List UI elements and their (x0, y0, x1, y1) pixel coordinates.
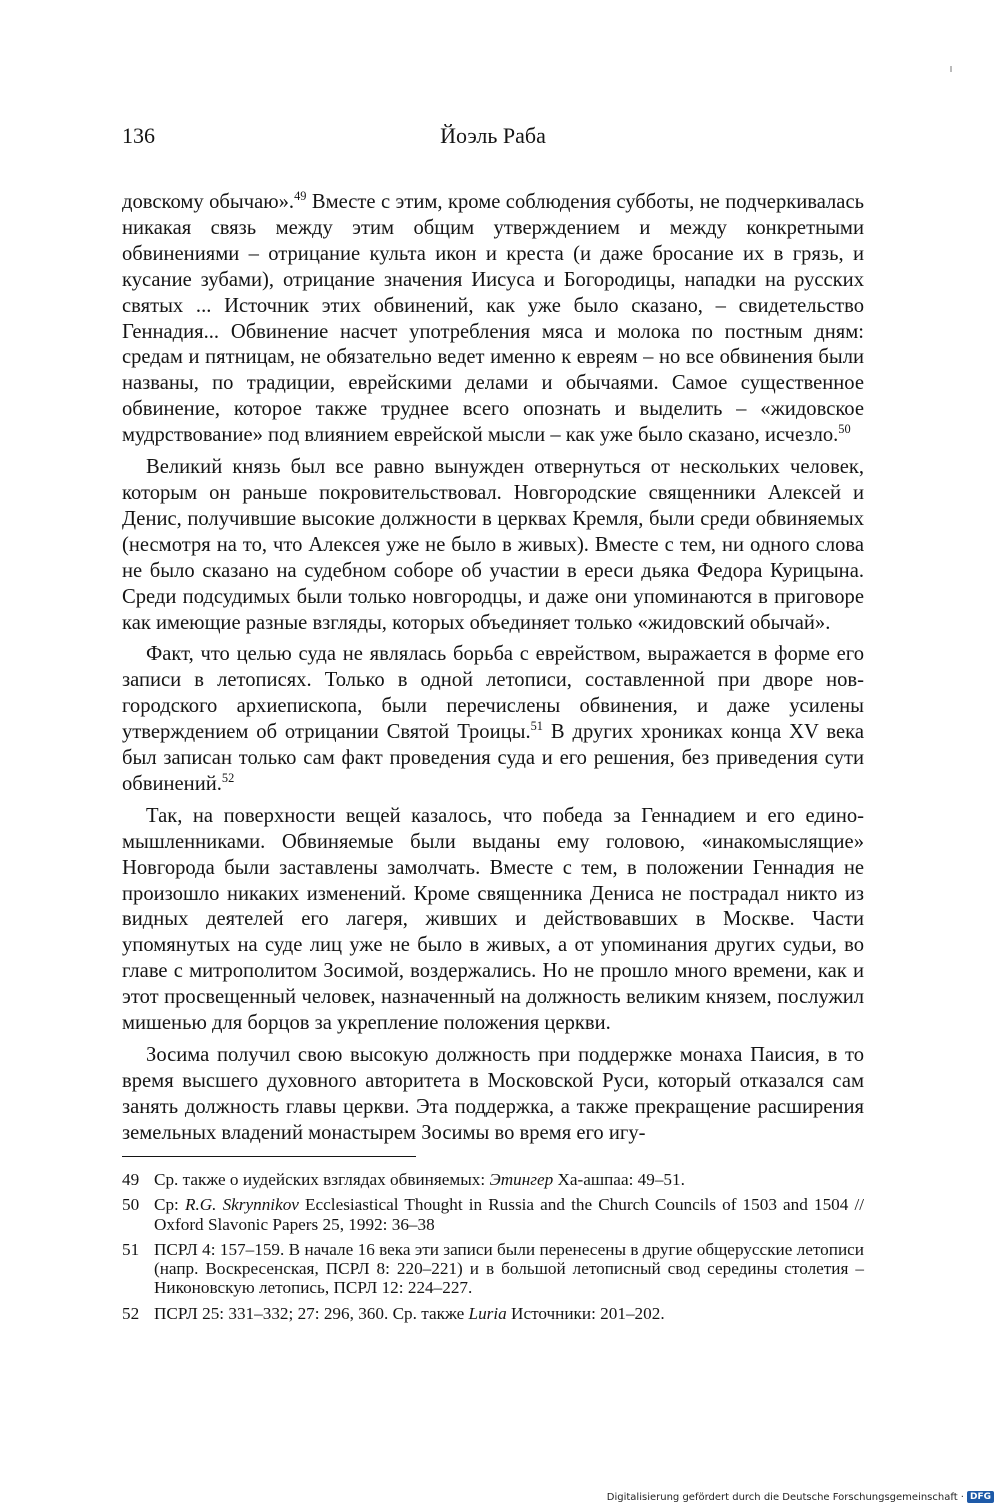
text-run: Факт, что целью суда не являлась борьба с еврейством, выражается в форме его записи в летописях. Только в одной летописи, составленной при дворе новгородского архиепископа, были перечислены обвинения, и даже усилены утверждением об отрицании Святой Троицы. (122, 643, 864, 744)
main-text (122, 190, 864, 1153)
footnote-number: 52 (122, 1303, 140, 1323)
text-run: Вместе с этим, кроме соблюдения субботы, не подчеркивалась никакая связь между этим общим утверждением и между конкретными обвинениями – отрицание культа икон и креста (и даже бросание их в грязь, и кусание зубами), отрицание значения Иисуса и Богородицы, нападки на русских святых ... Источник этих обвинений, как уже было сказано, – свидетельство Геннадия... Обвинение насчет употребления мяса и молока по постным дням: средам и пятницам, не обязательно ведет именно к евреям – но все обвинения были названы, по традиции, еврейскими делами и обычаями. Самое существенное обвинение, которое также труднее всего опознать и выделить – «жидовское мудрствование» под влиянием еврейской мысли – как уже было сказано, исчезло. (122, 191, 864, 447)
footnote (122, 1304, 864, 1323)
paragraph (122, 1043, 864, 1147)
text-run: довскому обычаю». (122, 191, 295, 213)
italic-text: R.G. Skrynnikov (184, 1195, 299, 1215)
italic-text: Luria (468, 1303, 507, 1323)
digitization-credit (607, 1491, 994, 1503)
footnote-number: 51 (122, 1239, 140, 1259)
text-run: ПСРЛ 25: 331–332; 27: 296, 360. Ср. также (154, 1303, 469, 1323)
running-title: Йоэль Раба (440, 123, 546, 148)
footnote-reference: 52 (221, 770, 235, 785)
footnote-number: 50 (122, 1195, 140, 1215)
text-run: Великий князь был все равно вынужден отвернуться от нескольких человек, которым он раньше покровительствовал. Новгородские священники Алексей и Денис, получившие высокие должности в церквах Кремля, были среди обвиняемых (несмотря на то, что Алексея уже не было в живых). Вместе с тем, ни одного слова не было сказано на судебном соборе об участии в ереси дьяка Федора Курицына. Среди подсудимых были только новгородцы, и даже они упоминаются в приговоре как имеющие разные взгляды, которых объединяет только «жидовский обычай». (122, 456, 864, 634)
text-run: ПСРЛ 4: 157–159. В начале 16 века эти записи были перенесены в другие общерусские летописи (напр. Воскресенская, ПСРЛ 8: 220–221) и в большой летописный свод середины столетия – Никоновскую летопись, ПСРЛ 12: 224–227. (154, 1239, 864, 1298)
footnote-reference: 50 (838, 422, 851, 437)
scan-speck (950, 66, 952, 72)
page-header (122, 123, 864, 155)
footnote-number: 49 (122, 1170, 140, 1189)
dfg-logo: DFG (967, 1491, 994, 1503)
footnote-separator (122, 1156, 416, 1157)
footnotes (122, 1170, 864, 1329)
text-run: В других хрониках конца XV века был записан только сам факт проведения суда и его решения, без приведения сути обвинений. (122, 721, 864, 795)
paragraph (122, 455, 864, 636)
paragraph (122, 642, 864, 797)
text-run: Источники: 201–202. (506, 1303, 665, 1323)
text-run: Ecclesiastical Thought in Russia and the Church Councils of 1503 and 1504 // Oxford Slavonic Papers 25, 1992: 36–38 (154, 1195, 865, 1234)
footnote (122, 1170, 864, 1189)
footnote-reference: 49 (294, 188, 307, 203)
text-run: Так, на поверхности вещей казалось, что победа за Геннадием и его единомышленниками. Обвиняемые были выданы ему головою, «инакомыслящие» Новгорода были заставлены замолчать. Вместе с тем, в положении Геннадия не произошло никаких изменений. Кроме священника Дениса не пострадал никто из видных деятелей его лагеря, живших и действовавших в Москве. Части упомянутых на суде лиц уже не было в живых, а от упоминания других судьи, во главе с митрополитом Зосимой, воздержались. Но не прошло много времени, как и этот просвещенный человек, назначенный на должность великим князем, послужил мишенью для борцов за укрепление положения церкви. (122, 804, 864, 1035)
text-run: Ср. также о иудейских взглядах обвиняемых: (154, 1170, 490, 1189)
credit-text: Digitalisierung gefördert durch die Deutsche Forschungsgemeinschaft · (606, 1491, 964, 1503)
footnote-reference: 51 (530, 719, 543, 734)
page-number: 136 (122, 123, 155, 148)
italic-text: Этингер (489, 1170, 554, 1189)
paragraph (122, 190, 864, 449)
text-run: Ср: (154, 1195, 185, 1215)
text-run: Зосима получил свою высокую должность при поддержке монаха Паисия, в то время высшего духовного авторитета в Московской Руси, который отказался сам занять должность главы церкви. Эта поддержка, а также прекращение расширения земельных владений монастырем Зосимы во время его игу- (122, 1044, 864, 1144)
text-run: Ха-ашпаа: 49–51. (553, 1170, 685, 1189)
footnote (122, 1240, 864, 1298)
footnote (122, 1195, 864, 1234)
paragraph (122, 804, 864, 1037)
